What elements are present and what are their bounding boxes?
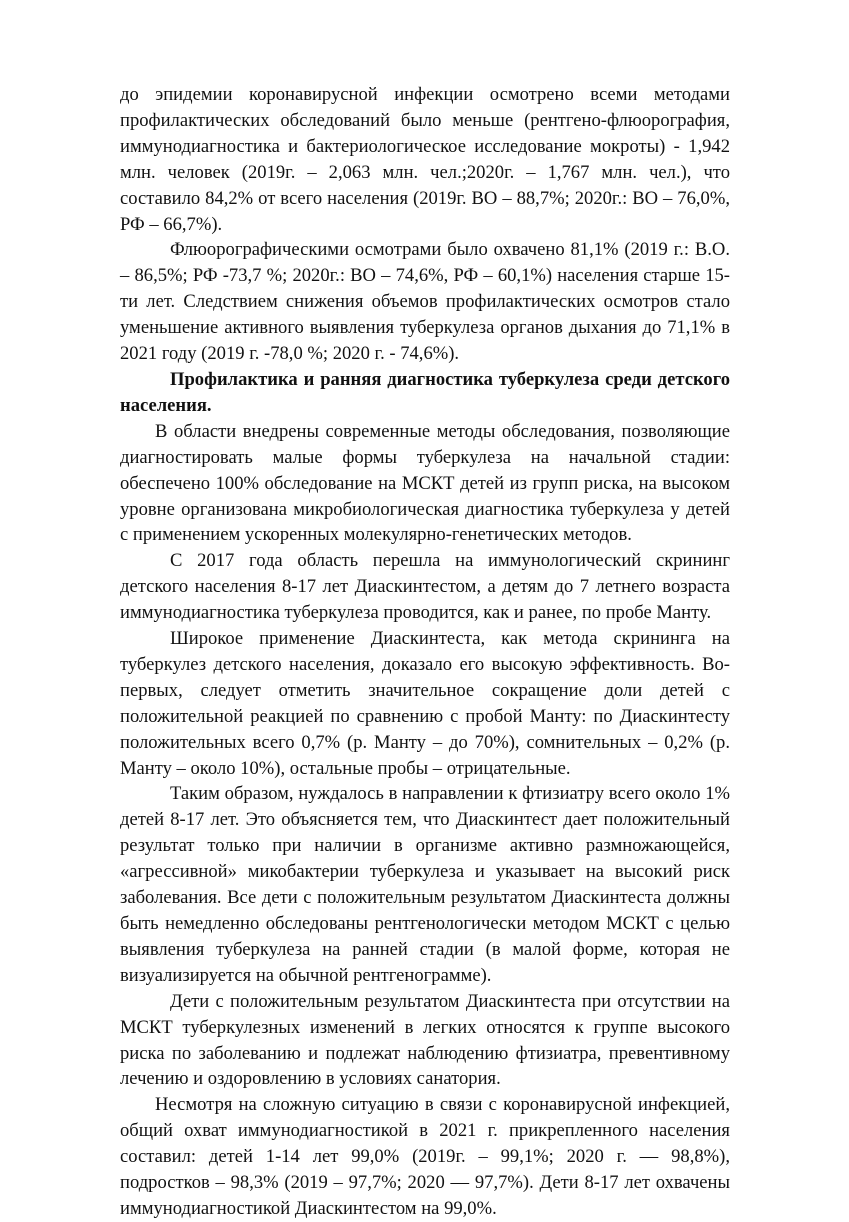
paragraph-diaskintest-effectiveness: Широкое применение Диаскинтеста, как метода скрининга на туберкулез детского населения, доказало его высокую эффективность. Во-первых, следует отметить значительное сокращение доли детей с положительной реакцией по сравнению с пробой Манту: по Диаскинтесту положительных всего 0,7% (р. Манту – до 70%), сомнительных – 0,2% (р. Манту – около 10%), остальные пробы – отрицательные.: [120, 628, 730, 779]
section-heading-children-prevention: Профилактика и ранняя диагностика туберкулеза среди детского населения.: [120, 368, 730, 416]
paragraph-referral-phthisiatrician: Таким образом, нуждалось в направлении к фтизиатру всего около 1% детей 8-17 лет. Это объясняется тем, что Диаскинтест дает положительный результат только при наличии в организме активно размножающейся, «агрессивной» микобактерии туберкулеза и указывает на высокий риск заболевания. Все дети с положительным результатом Диаскинтеста должны быть немедленно обследованы рентгенологически методом МСКТ с целью выявления туберкулеза на ранней стадии (в малой форме, которая не визуализируется на обычной рентгенограмме).: [120, 783, 730, 986]
paragraph-high-risk-group: Дети с положительным результатом Диаскинтеста при отсутствии на МСКТ туберкулезных изменений в легких относятся к группе высокого риска по заболеванию и подлежат наблюдению фтизиатра, превентивному лечению и оздоровлению в условиях санатория.: [120, 990, 730, 1090]
paragraph-immunodiagnostics-coverage: Несмотря на сложную ситуацию в связи с коронавирусной инфекцией, общий охват иммунодиагностикой в 2021 г. прикрепленного населения составил: детей 1-14 лет 99,0% (2019г. – 99,1%; 2020 г. — 98,8%), подростков – 98,3% (2019 – 97,7%; 2020 — 97,7%). Дети 8-17 лет охвачены иммунодиагностикой Диаскинтестом на 99,0%.: [120, 1094, 730, 1219]
paragraph-fluorography: Флюорографическими осмотрами было охвачено 81,1% (2019 г.: В.О. – 86,5%; РФ -73,7 %; 2020г.: ВО – 74,6%, РФ – 60,1%) населения старше 15-ти лет. Следствием снижения объемов профилактических осмотров стало уменьшение активного выявления туберкулеза органов дыхания до 71,1% в 2021 году (2019 г. -78,0 %; 2020 г. - 74,6%).: [120, 239, 730, 365]
paragraph-modern-methods: В области внедрены современные методы обследования, позволяющие диагностировать малые формы туберкулеза на начальной стадии: обеспечено 100% обследование на МСКТ детей из групп риска, на высоком уровне организована микробиологическая диагностика туберкулеза у детей с применением ускоренных молекулярно-генетических методов.: [120, 420, 730, 546]
paragraph-screening-coverage: до эпидемии коронавирусной инфекции осмотрено всеми методами профилактических обследований было меньше (рентгено-флюорография, иммунодиагностика и бактериологическое исследование мокроты) - 1,942 млн. человек (2019г. – 2,063 млн. чел.;2020г. – 1,767 млн. чел.), что составило 84,2% от всего населения (2019г. ВО – 88,7%; 2020г.: ВО – 76,0%, РФ – 66,7%).: [120, 84, 730, 235]
paragraph-diaskintest-screening: С 2017 года область перешла на иммунологический скрининг детского населения 8-17 лет Диаскинтестом, а детям до 7 летнего возраста иммунодиагностика туберкулеза проводится, как и ранее, по пробе Манту.: [120, 550, 730, 624]
document-body: [120, 82, 730, 1222]
